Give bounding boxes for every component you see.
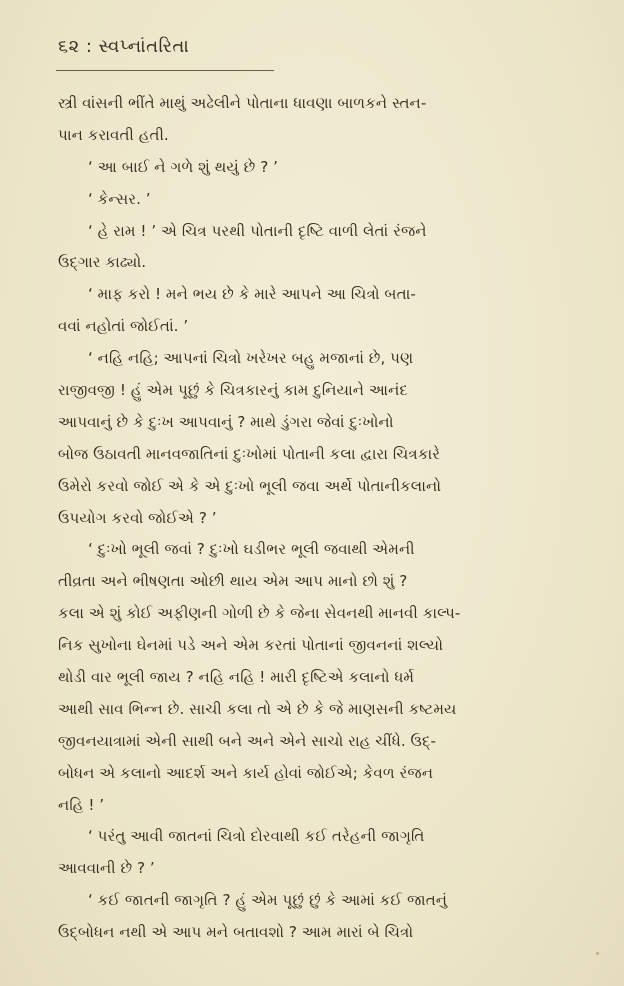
- text-line: ઉદ્‌ગાર કાઢ્યો.: [58, 253, 147, 272]
- text-line: આવવાની છે ? ’: [58, 859, 155, 878]
- text-line: ‘ માફ કરો ! મને ભય છે કે મારે આપને આ ચિત્રો બતા-: [88, 285, 416, 304]
- text-line: વવાં નહોતાં જોઈતાં. ’: [58, 317, 189, 336]
- text-line: ‘ દુઃખો ભૂલી જવાં ? દુઃખો ઘડીભર ભૂલી જવાથી એમની: [88, 540, 415, 559]
- text-line: ‘ કેન્સર. ’: [88, 189, 151, 208]
- page-header: ૬૨ : સ્વપ્નાંતરિતા: [58, 36, 190, 57]
- text-line: ‘ આ બાઈ ને ગળે શું થયું છે ? ’: [88, 157, 278, 176]
- text-line: ‘ નહિ નહિ; આપનાં ચિત્રો ખરેખર બહુ મજાનાં છે, પણ: [88, 349, 414, 368]
- text-line: આથી સાવ ભિન્ન છે. સાચી કલા તો એ છે કે જે માણસની કષ્ટમય: [58, 699, 457, 718]
- text-line: તીવ્રતા અને ભીષણતા ઓછી થાય એમ આપ માનો છો શું ?: [58, 572, 408, 591]
- text-line: પાન કરાવતી હતી.: [58, 125, 169, 144]
- text-line: ઉમેરો કરવો જોઈ એ કે એ દુઃખો ભૂલી જવા અર્થે પોતાનીકલાનો: [58, 476, 442, 495]
- text-line: ઉદ્‌બોધન નથી એ આપ મને બતાવશો ? આમ મારાં બે ચિત્રો: [58, 923, 414, 942]
- text-line: બોધન એ કલાનો આદર્શ અને કાર્ય હોવાં જોઈએ; કેવળ રંજન: [58, 763, 434, 782]
- text-line: રાજીવજી ! હું એમ પૂછું કે ચિત્રકારનું કામ દુનિયાને આનંદ: [58, 381, 408, 400]
- text-line: જીવનયાત્રામાં એની સાથી બને અને એને સાચો રાહ ચીંધે. ઉદ્‌-: [58, 731, 437, 750]
- text-line: નિક સુખોના ઘેનમાં પડે અને એમ કરતાં પોતાનાં જીવનનાં શલ્યો: [58, 636, 444, 655]
- text-line: ઉપયોગ કરવો જોઈએ ? ’: [58, 508, 217, 527]
- text-line: આપવાનું છે કે દુઃખ આપવાનું ? માથે ડુંગરા જેવાં દુઃખોનો: [58, 412, 394, 431]
- text-line: બોજ ઉઠાવતી માનવજાતિનાં દુઃખોમાં પોતાની કલા દ્વારા ચિત્રકારે: [58, 444, 441, 463]
- text-line: ‘ હે રામ ! ’ એ ચિત્ર પરથી પોતાની દૃષ્ટિ વાળી લેતાં રંજને: [88, 221, 427, 240]
- text-line: નહિ ! ’: [58, 795, 105, 814]
- text-line: સ્ત્રી વાંસની ભીંતે માથું અઢેલીને પોતાના ધાવણા બાળકને સ્તન-: [58, 94, 427, 112]
- text-line: થોડી વાર ભૂલી જાય ? નહિ નહિ ! મારી દૃષ્ટિએ કલાનો ધર્મ: [58, 668, 415, 687]
- header-rule: [56, 70, 274, 73]
- paper-speck: [596, 952, 599, 955]
- text-line: ‘ પરંતુ આવી જાતનાં ચિત્રો દોરવાથી કઈ તરેહની જાગૃતિ: [88, 827, 425, 846]
- body-text: [58, 88, 576, 949]
- text-line: ‘ કઈ જાતની જાગૃતિ ? હું એમ પૂછું છું કે આમાં કઈ જાતનું: [88, 891, 448, 910]
- text-line: કલા એ શું કોઈ અફીણની ગોળી છે કે જેના સેવનથી માનવી કાલ્પ-: [58, 604, 461, 623]
